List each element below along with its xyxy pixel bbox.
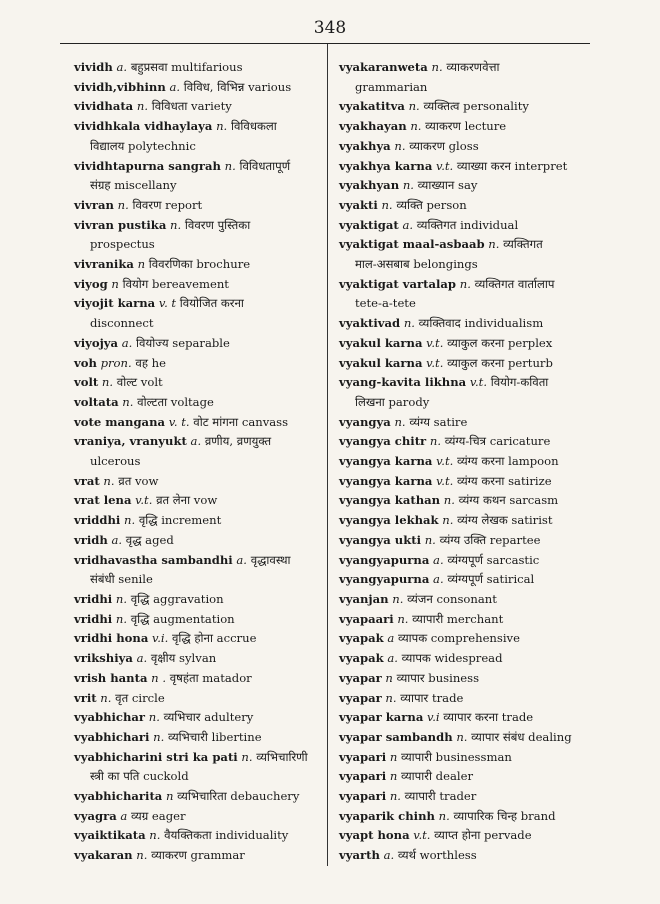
headword: vyangya karna [339,454,433,469]
definition: विविधकला [230,119,277,134]
right-column [339,58,609,866]
dictionary-entry [74,531,336,551]
definition: व्यक्तिगत [503,237,543,252]
definition: व्यक्तिगत वार्तालाप [474,276,555,291]
dictionary-entry [339,846,609,866]
definition-continuation: संबंधी senile [90,572,153,587]
headword: vraniya, vranyukt [74,434,187,449]
dictionary-entry [74,551,336,590]
headword: vyabhichari [74,729,150,744]
headword: vyanjan [339,591,389,606]
headword: viyojya [74,335,119,350]
part-of-speech: a [387,631,395,646]
dictionary-entry [74,590,336,610]
part-of-speech: a. [190,434,202,449]
definition: व्याप्त होना pervade [434,828,532,843]
dictionary-entry [339,728,609,748]
dictionary-entry [339,708,609,728]
definition: व्यापारी merchant [412,611,504,626]
dictionary-entry [74,393,336,413]
headword: vyapar sambandh [339,729,453,744]
definition: व्याकरण lecture [425,119,507,134]
part-of-speech: n. [424,532,436,547]
headword: vyangya ukti [339,532,422,547]
dictionary-entry [74,728,336,748]
headword: vyakul karna [339,335,423,350]
part-of-speech: v. t [158,296,177,311]
part-of-speech: n. [115,591,128,606]
dictionary-entry [74,846,336,866]
part-of-speech: a. [116,60,128,74]
definition-continuation: स्त्री का पति cuckold [90,769,189,784]
part-of-speech: v. t. [168,414,190,429]
part-of-speech: n. [153,729,165,744]
definition: व्याख्यान say [417,178,478,193]
dictionary-entry [339,452,609,472]
dictionary-entry [339,196,609,216]
dictionary-entry [74,649,336,669]
definition: व्यंग्य-चित्र caricature [444,434,551,449]
definition: व्यक्तिवाद individualism [418,316,544,331]
dictionary-entry [74,610,336,630]
part-of-speech: a. [236,552,247,567]
part-of-speech: a. [433,572,444,587]
headword: vyakatitva [339,99,405,114]
definition: व्याकरण grammar [151,848,245,863]
part-of-speech: n. [389,789,401,804]
part-of-speech: a. [433,552,444,567]
dictionary-entry [74,58,336,78]
definition: विविध, विभिन्न various [183,79,292,94]
definition-continuation: माल-असबाब belongings [355,257,478,272]
headword: vrit [74,690,97,705]
definition: वृद्धि augmentation [130,611,235,626]
definition: वह he [135,355,167,370]
headword: vyapari [339,749,387,764]
definition: विवरण report [132,197,203,212]
headword: vyakhya [339,138,391,153]
dictionary-entry [74,294,336,333]
definition: विवरणिका brochure [148,257,251,272]
definition: व्यापारिक चिन्ह brand [453,808,556,823]
dictionary-entry [74,432,336,471]
definition: व्यंग्य करना lampoon [456,454,559,469]
headword: vyagra [74,808,117,823]
definition: व्यंग्यपूर्ण satirical [447,572,535,587]
part-of-speech: n. [456,729,468,744]
dictionary-entry [74,511,336,531]
headword: vyabhicharini stri ka pati [74,749,238,764]
part-of-speech: n. [442,513,454,528]
dictionary-entry [74,826,336,846]
dictionary-entry [74,196,336,216]
part-of-speech: v.t. [469,375,488,390]
part-of-speech: v.t. [436,158,454,173]
definition: व्यापक comprehensive [397,631,520,646]
dictionary-entry [339,354,609,374]
dictionary-entry [339,767,609,787]
definition-continuation: ulcerous [90,454,141,469]
headword: vyangyapurna [339,552,430,567]
definition: विवरण पुस्तिका [184,217,251,232]
part-of-speech: n. [216,119,228,134]
part-of-speech: n. [122,394,134,409]
headword: vyapaari [339,611,394,626]
definition: व्यक्तिगत individual [416,217,519,232]
definition: व्रणीय, व्रणयुक्त [204,434,272,449]
part-of-speech: a. [136,651,148,666]
dictionary-entry [339,748,609,768]
part-of-speech: n. [392,591,404,606]
definition: व्यंजन consonant [407,591,497,606]
dictionary-entry [339,176,609,196]
header-rule [60,43,590,44]
dictionary-entry [74,157,336,196]
dictionary-entry [339,117,609,137]
definition: व्यभिचारिता debauchery [177,789,300,804]
part-of-speech: a [120,808,128,823]
part-of-speech: n. [410,119,422,134]
headword: vrikshiya [74,651,133,666]
dictionary-entry [74,807,336,827]
dictionary-entry [74,708,336,728]
definition: व्यंग्य उक्ति repartee [439,532,541,547]
definition: व्यर्थ worthless [397,848,477,863]
definition: व्यंग्य करना satirize [456,473,552,488]
part-of-speech: n. [136,848,148,863]
part-of-speech: n. [115,611,128,626]
part-of-speech: n. [429,434,442,449]
dictionary-entry [339,157,609,177]
headword: vyapak [339,651,384,666]
part-of-speech: n. [438,808,450,823]
dictionary-entry [339,97,609,117]
part-of-speech: n [166,789,174,804]
definition: वृद्ध aged [125,532,174,547]
part-of-speech: n. [136,99,149,114]
dictionary-entry [339,610,609,630]
headword: vyaiktikata [74,828,146,843]
headword: vyapari [339,789,387,804]
part-of-speech: a. [169,79,181,94]
part-of-speech: n [389,749,398,764]
definition: वोल्टता voltage [137,394,214,409]
definition-continuation: लिखना parody [355,394,430,409]
definition: व्यग्र eager [131,808,186,823]
headword: vote mangana [74,414,166,429]
headword: vrat lena [74,493,132,508]
definition: व्यापारी businessman [400,749,512,764]
definition: वृद्धावस्था [250,552,291,567]
definition: वियोजित करना [179,296,244,311]
definition-continuation: tete-a-tete [355,296,416,311]
headword: vyangya karna [339,473,433,488]
headword: viyog [74,276,108,291]
definition: वोट मांगना canvass [193,414,289,429]
part-of-speech: n. [224,158,236,173]
part-of-speech: n. [408,99,420,114]
headword: vyakhyan [339,178,400,193]
dictionary-entry [74,669,336,689]
definition: वृद्धि increment [138,513,222,528]
definition: वृषहंता matador [169,670,252,685]
headword: vyangya chitr [339,434,427,449]
part-of-speech: a. [121,335,133,350]
definition: वृद्धि होना accrue [171,631,257,646]
dictionary-entry [339,629,609,649]
definition: व्याकरणवेत्ता [446,60,500,74]
headword: vyangya [339,414,391,429]
headword: vividhata [74,99,134,114]
headword: vyangya lekhak [339,513,439,528]
dictionary-entry [74,491,336,511]
headword: vivranika [74,257,134,272]
definition: व्यापार trade [400,690,464,705]
definition: वोल्ट volt [116,375,163,390]
dictionary-entry [339,472,609,492]
definition-continuation: prospectus [90,237,155,252]
dictionary-entry [339,570,609,590]
definition: व्यापारी dealer [400,769,473,784]
headword: vyaktivad [339,316,401,331]
definition: वियोग bereavement [122,276,229,291]
definition: वृत circle [115,690,165,705]
headword: volt [74,375,99,390]
part-of-speech: a. [402,217,414,232]
headword: vridhavastha sambandhi [74,552,233,567]
headword: vyakhya karna [339,158,433,173]
headword: vrish hanta [74,670,148,685]
part-of-speech: pron. [100,355,132,370]
part-of-speech: n. [397,611,409,626]
headword: vivran pustika [74,217,167,232]
headword: vyarth [339,848,380,863]
headword: vyapari [339,769,387,784]
definition: व्यंग्यपूर्ण sarcastic [447,552,540,567]
page-number: 348 [313,18,347,38]
definition: व्रत लेना vow [156,493,218,508]
definition: वृक्षीय sylvan [150,651,217,666]
definition: वृद्धि aggravation [130,591,224,606]
dictionary-entry [339,491,609,511]
part-of-speech: a. [111,532,123,547]
dictionary-entry [74,787,336,807]
dictionary-entry [74,354,336,374]
part-of-speech: n. [101,375,114,390]
headword: viyojit karna [74,296,156,311]
dictionary-entry [74,689,336,709]
headword: vivran [74,197,114,212]
part-of-speech: v.t. [436,454,454,469]
definition: व्याख्या करन interpret [456,158,568,173]
definition-continuation: disconnect [90,316,154,331]
dictionary-entry [339,216,609,236]
dictionary-entry [339,551,609,571]
part-of-speech: n. [123,513,136,528]
dictionary-entry [339,137,609,157]
part-of-speech: v.t. [426,355,444,370]
part-of-speech: n. [100,690,112,705]
headword: vividh,vibhinn [74,79,166,94]
headword: vriddhi [74,513,121,528]
part-of-speech: a. [387,651,398,666]
dictionary-entry [339,787,609,807]
definition-continuation: संग्रह miscellany [90,178,177,193]
part-of-speech: n. [394,414,406,429]
headword: vyakhayan [339,119,407,134]
headword: vyangya kathan [339,493,441,508]
left-column [74,58,336,866]
part-of-speech: a. [383,848,395,863]
definition: व्यापार संबंध dealing [471,729,572,744]
dictionary-entry [74,275,336,295]
part-of-speech: n. [431,60,443,74]
part-of-speech: n. [170,217,182,232]
dictionary-entry [339,807,609,827]
definition: व्रत vow [118,473,159,488]
headword: vyakaranweta [339,60,428,74]
dictionary-entry [74,748,336,787]
headword: vridhi [74,591,113,606]
definition: व्यंग्य कथन sarcasm [458,493,559,508]
part-of-speech: n. [394,138,406,153]
dictionary-entry [74,413,336,433]
dictionary-entry [339,432,609,452]
headword: vyaktigat [339,217,399,232]
headword: vyangyapurna [339,572,430,587]
headword: voltata [74,394,119,409]
definition-continuation: विद्यालय polytechnic [90,138,196,153]
part-of-speech: n. [148,710,160,725]
definition: बहुप्रसवा multifarious [130,60,243,74]
dictionary-entry [74,629,336,649]
part-of-speech: n. [117,197,129,212]
headword: voh [74,355,97,370]
headword: vyang-kavita likhna [339,375,467,390]
dictionary-entry [74,78,336,98]
dictionary-entry [74,472,336,492]
dictionary-entry [74,373,336,393]
headword: vyabhichar [74,710,146,725]
definition: व्यंग्य satire [409,414,468,429]
definition: व्यभिचारी libertine [167,729,262,744]
part-of-speech: n [111,276,119,291]
definition: व्याकरण gloss [409,138,479,153]
headword: vrat [74,473,100,488]
part-of-speech: v.t. [436,473,454,488]
part-of-speech: n. [443,493,455,508]
definition: व्यापारी trader [404,789,477,804]
headword: vividhtapurna sangrah [74,158,221,173]
definition: वियोग-कविता [490,375,549,390]
dictionary-entry [339,334,609,354]
definition: वैयक्तिकता individuality [164,828,289,843]
definition: व्यभिचार adultery [163,710,254,725]
part-of-speech: n. [403,316,415,331]
headword: vyabhicharita [74,789,163,804]
part-of-speech: n. [149,828,161,843]
part-of-speech: n. [459,276,471,291]
part-of-speech: n. [103,473,115,488]
definition: व्यक्ति person [396,197,467,212]
dictionary-entry [339,235,609,274]
headword: vyapar [339,690,382,705]
headword: vyapak [339,631,384,646]
headword: vyapar karna [339,710,424,725]
definition: वियोज्य separable [136,335,230,350]
headword: vyakul karna [339,355,423,370]
headword: vividh [74,60,113,74]
dictionary-entry [74,255,336,275]
headword: vividhkala vidhaylaya [74,119,213,134]
definition-continuation: grammarian [355,79,428,94]
definition: विविधतापूर्ण [239,158,291,173]
dictionary-entry [339,58,609,97]
headword: vridhi hona [74,631,149,646]
headword: vyapar [339,670,382,685]
dictionary-entry [74,216,336,255]
headword: vyakti [339,197,378,212]
part-of-speech: n. [402,178,414,193]
dictionary-entry [339,275,609,314]
part-of-speech: n [137,257,146,272]
headword: vridh [74,532,108,547]
part-of-speech: n . [151,670,167,685]
dictionary-entry [74,97,336,117]
headword: vridhi [74,611,113,626]
definition: व्यक्तित्व personality [423,99,529,114]
dictionary-entry [339,373,609,412]
dictionary-entry [339,314,609,334]
dictionary-entry [339,413,609,433]
definition: व्यापार business [396,670,480,685]
dictionary-entry [74,117,336,156]
part-of-speech: n. [385,690,397,705]
definition: व्याकुल करना perturb [447,355,553,370]
definition: व्यंग्य लेखक satirist [457,513,553,528]
dictionary-entry [339,511,609,531]
headword: vyaktigat maal-asbaab [339,237,485,252]
part-of-speech: n [389,769,398,784]
dictionary-entry [339,531,609,551]
definition: व्यभिचारिणी [256,749,308,764]
part-of-speech: n. [488,237,500,252]
definition: व्याकुल करना perplex [447,335,553,350]
dictionary-entry [339,669,609,689]
dictionary-entry [339,649,609,669]
part-of-speech: v.i. [152,631,169,646]
definition: व्यापार करना trade [443,710,534,725]
dictionary-entry [339,590,609,610]
part-of-speech: n [385,670,393,685]
part-of-speech: v.t. [426,335,444,350]
part-of-speech: v.t. [413,828,431,843]
dictionary-entry [74,334,336,354]
headword: vyapt hona [339,828,410,843]
headword: vyakaran [74,848,133,863]
dictionary-entry [339,826,609,846]
part-of-speech: n. [241,749,253,764]
headword: vyaparik chinh [339,808,435,823]
definition: विविधता variety [151,99,232,114]
dictionary-entry [339,689,609,709]
definition: व्यापक widespread [401,651,503,666]
part-of-speech: n. [381,197,393,212]
headword: vyaktigat vartalap [339,276,457,291]
part-of-speech: v.t. [135,493,153,508]
part-of-speech: v.i [427,710,440,725]
